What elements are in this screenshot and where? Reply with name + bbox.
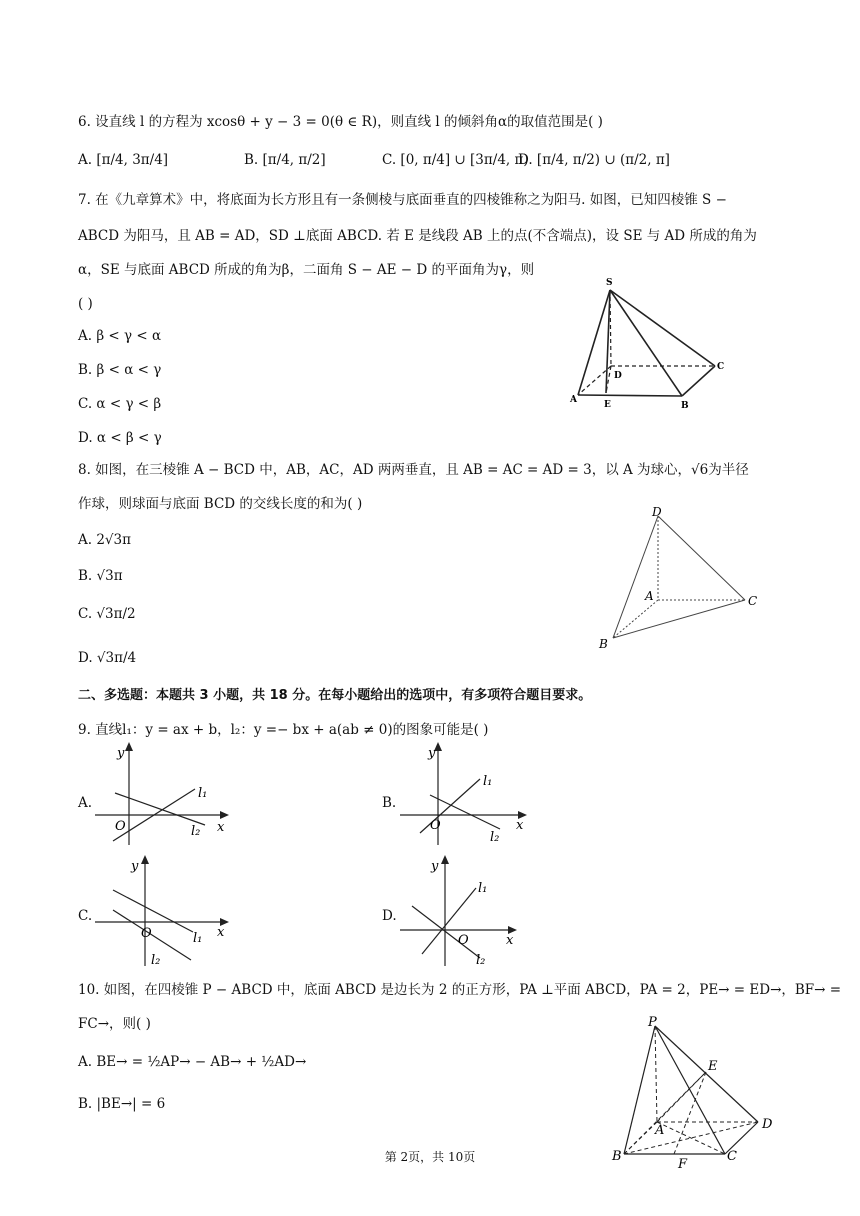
q8-label-b: B: [599, 637, 608, 651]
q10-label-p: P: [648, 1015, 657, 1030]
q7-pyramid-figure: [560, 275, 730, 415]
q9-stem: 9. 直线l₁：y = ax + b，l₂：y =− bx + a(ab ≠ 0)的图象可能是( ): [78, 722, 489, 738]
q7-stem-line2: ABCD 为阳马，且 AB = AD，SD ⊥底面 ABCD. 若 E 是线段 AB 上的点(不含端点)，设 SE 与 AD 所成的角为: [78, 228, 757, 244]
q9-b-l2: l₂: [490, 830, 500, 845]
q7-stem-line3: α，SE 与底面 ABCD 所成的角为β，二面角 S − AE − D 的平面角为γ，则: [78, 262, 535, 278]
q7-label-b: B: [681, 401, 689, 411]
q9-c-y-label: y: [131, 859, 139, 874]
q9-option-a-label: A.: [78, 795, 93, 811]
q10-label-b: B: [612, 1149, 622, 1164]
q6-stem: 6. 设直线 l 的方程为 xcosθ + y − 3 = 0(θ ∈ R)，则直线 l 的倾斜角α的取值范围是( ): [78, 114, 603, 130]
q9-b-origin: O: [430, 818, 441, 833]
q9-graph-d: [400, 858, 540, 968]
q7-option-a: A. β < γ < α: [78, 328, 162, 344]
q9-graph-a: [95, 745, 235, 845]
q10-option-a: A. BE→ = ½AP→ − AB→ + ½AD→: [78, 1054, 307, 1070]
q9-a-l2: l₂: [191, 824, 201, 839]
q9-a-origin: O: [115, 819, 126, 834]
q8-option-b: B. √3π: [78, 568, 123, 584]
q10-label-c: C: [727, 1149, 737, 1164]
q9-c-x-label: x: [217, 925, 225, 940]
q7-label-s: S: [606, 278, 613, 288]
q7-answer-paren: ( ): [78, 296, 93, 312]
q8-option-a: A. 2√3π: [78, 532, 131, 548]
q7-label-e: E: [604, 400, 611, 410]
q10-label-d: D: [762, 1117, 773, 1132]
q9-graph-b: [400, 745, 540, 845]
q9-d-y-label: y: [431, 859, 439, 874]
q10-label-f: F: [678, 1157, 688, 1172]
q8-stem-line1: 8. 如图，在三棱锥 A − BCD 中，AB，AC，AD 两两垂直，且 AB = AC = AD = 3，以 A 为球心，√6为半径: [78, 462, 749, 478]
q9-option-c-label: C.: [78, 908, 93, 924]
q8-tetrahedron-figure: [595, 500, 770, 655]
q7-label-a: A: [570, 395, 577, 405]
q9-graph-c: [95, 858, 235, 968]
q9-d-l1: l₁: [478, 881, 488, 896]
q7-label-c: C: [717, 362, 725, 372]
q9-c-origin: O: [141, 926, 152, 941]
q8-stem-line2: 作球，则球面与底面 BCD 的交线长度的和为( ): [78, 496, 363, 512]
q6-option-b: B. [π/4, π/2]: [244, 152, 326, 168]
q9-b-l1: l₁: [483, 774, 493, 789]
q8-option-d: D. √3π/4: [78, 650, 137, 666]
page-footer: 第 2页，共 10页: [384, 1150, 476, 1164]
q9-d-origin: O: [458, 933, 469, 948]
q6-option-c: C. [0, π/4] ∪ [3π/4, π): [382, 152, 529, 168]
q9-a-y-label: y: [117, 746, 125, 761]
q9-b-y-label: y: [428, 746, 436, 761]
q10-label-e: E: [708, 1059, 718, 1074]
q7-option-b: B. β < α < γ: [78, 362, 162, 378]
q7-option-c: C. α < γ < β: [78, 396, 162, 412]
q6-option-a: A. [π/4, 3π/4]: [78, 152, 169, 168]
q10-stem-line2: FC→，则( ): [78, 1016, 151, 1032]
q9-b-x-label: x: [516, 818, 524, 833]
q7-option-d: D. α < β < γ: [78, 430, 162, 446]
q10-option-b: B. |BE→| = 6: [78, 1096, 166, 1112]
section2-title: 二、多选题：本题共 3 小题，共 18 分。在每小题给出的选项中，有多项符合题目要求。: [78, 688, 592, 703]
q10-stem-line1: 10. 如图，在四棱锥 P − ABCD 中，底面 ABCD 是边长为 2 的正方形，PA ⊥平面 ABCD，PA = 2，PE→ = ED→，BF→ =: [78, 982, 842, 998]
q9-c-l2: l₂: [151, 953, 161, 968]
q10-pyramid-figure: [610, 1010, 790, 1170]
q7-label-d: D: [614, 371, 622, 381]
q7-stem-line1: 7. 在《九章算术》中，将底面为长方形且有一条侧棱与底面垂直的四棱锥称之为阳马. 如图，已知四棱锥 S −: [78, 192, 727, 208]
q10-label-a: A: [655, 1123, 665, 1138]
q8-label-c: C: [748, 594, 758, 608]
q9-option-d-label: D.: [382, 908, 397, 924]
q8-option-c: C. √3π/2: [78, 606, 136, 622]
q8-label-d: D: [652, 505, 662, 519]
q8-label-a: A: [645, 589, 654, 603]
q9-d-x-label: x: [506, 933, 514, 948]
q6-option-d: D. [π/4, π/2) ∪ (π/2, π]: [518, 152, 670, 168]
q9-c-l1: l₁: [193, 931, 203, 946]
q9-option-b-label: B.: [382, 795, 397, 811]
q9-a-l1: l₁: [198, 786, 208, 801]
q9-d-l2: l₂: [476, 953, 486, 968]
q9-a-x-label: x: [217, 820, 225, 835]
